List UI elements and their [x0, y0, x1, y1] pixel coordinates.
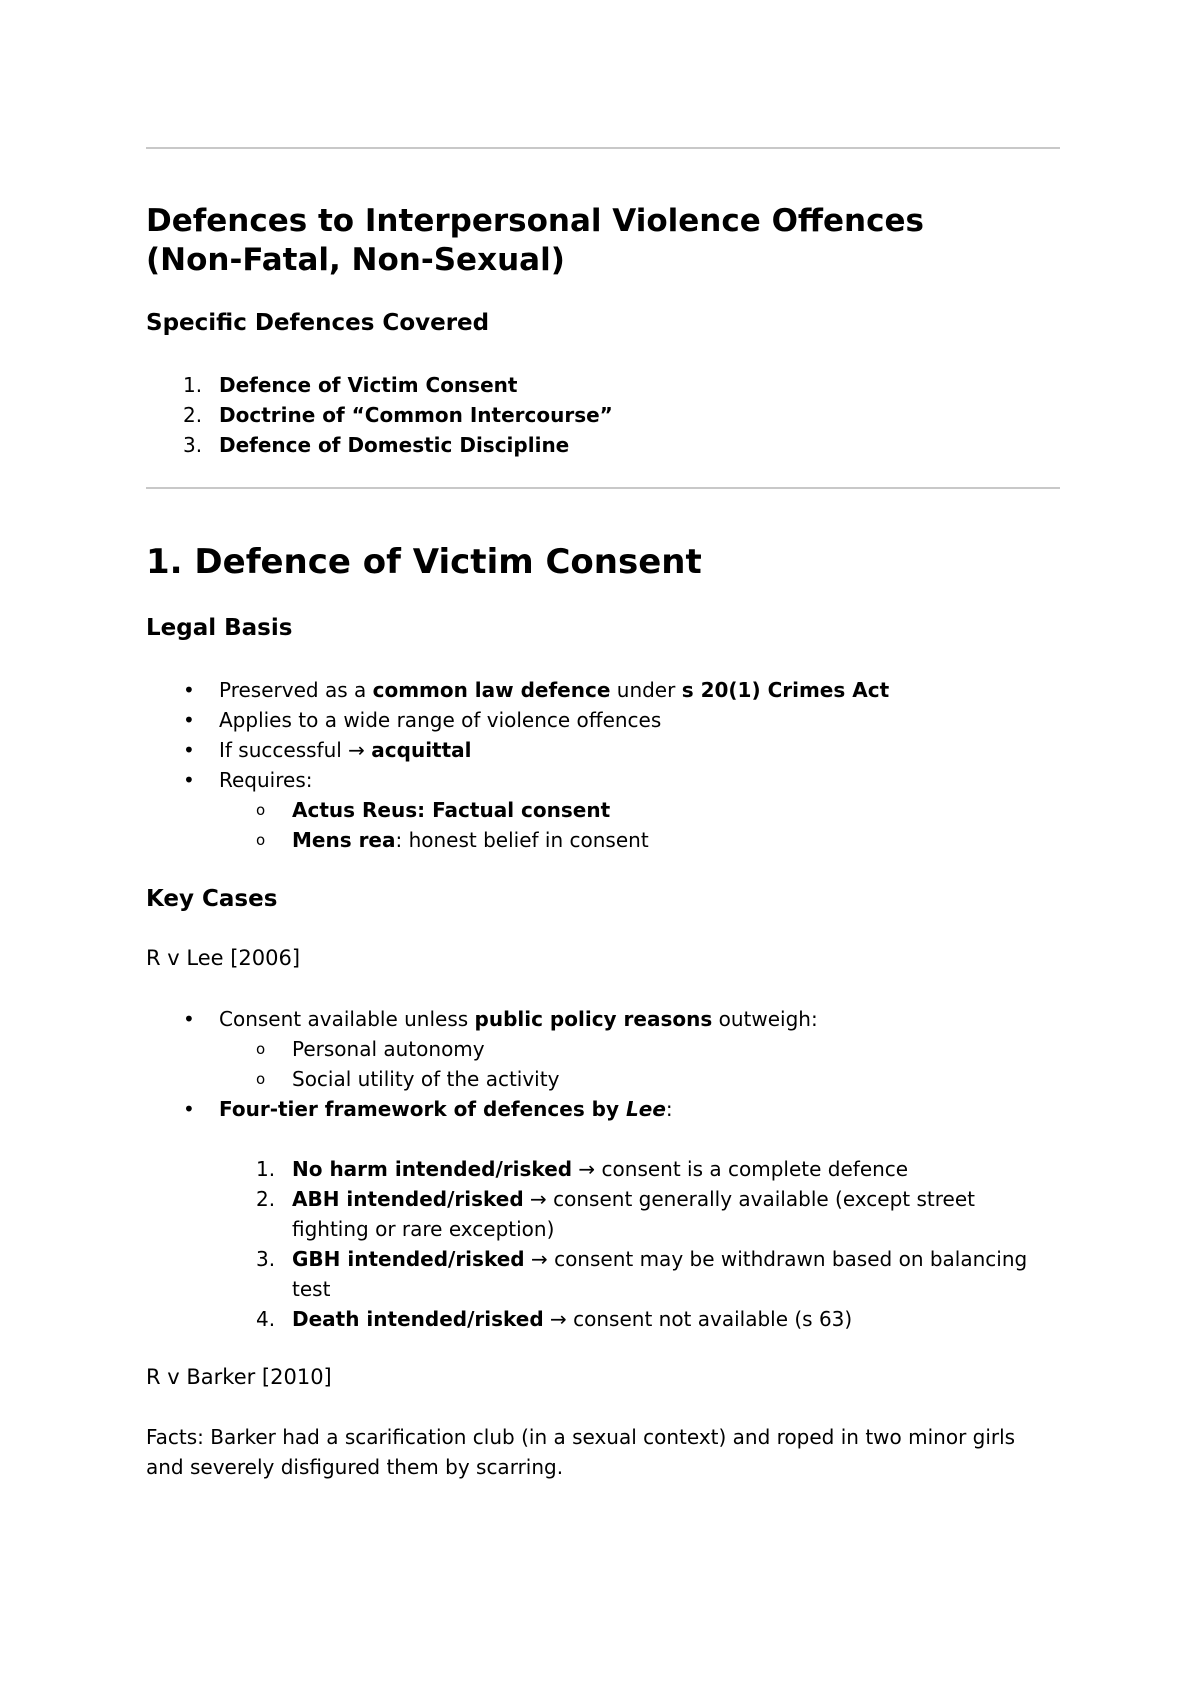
- text-segment: If successful →: [219, 738, 372, 762]
- bold-segment: GBH intended/risked: [292, 1247, 525, 1271]
- barker-facts: Facts: Barker had a scarification club (in a sexual context) and roped in two minor girls and severely disfigured them by scarring.: [146, 1425, 1016, 1479]
- bullet-marker: •: [183, 708, 195, 732]
- bold-segment: acquittal: [371, 738, 472, 762]
- bullet-marker: •: [183, 678, 195, 702]
- text-segment: → consent is a complete defence: [572, 1157, 909, 1181]
- list-item-text: Defence of Victim Consent: [219, 373, 518, 397]
- tier-item: [292, 1154, 908, 1184]
- horizontal-rule-top: [146, 147, 1060, 149]
- list-marker: 3.: [183, 433, 203, 457]
- specific-defences-heading: Specific Defences Covered: [146, 310, 490, 336]
- text-segment: Preserved as a: [219, 678, 373, 702]
- bullet-marker: •: [183, 738, 195, 762]
- list-item: [219, 675, 889, 705]
- tier-item: [292, 1184, 1012, 1244]
- text-segment: → consent not available (s 63): [543, 1307, 853, 1331]
- section-1-heading: 1. Defence of Victim Consent: [146, 542, 702, 582]
- text-segment: → consent generally available (except street fighting or rare exception): [292, 1187, 975, 1241]
- key-cases-heading: Key Cases: [146, 886, 278, 912]
- tier-marker: 3.: [256, 1247, 276, 1271]
- bullet-marker: •: [183, 768, 195, 792]
- italic-segment: Lee: [626, 1097, 666, 1121]
- text-segment: under: [610, 678, 682, 702]
- list-item: [219, 735, 472, 765]
- sub-bullet-marker: o: [256, 801, 266, 819]
- bold-segment: common law defence: [372, 678, 611, 702]
- bold-segment: Death intended/risked: [292, 1307, 544, 1331]
- list-item: Requires:: [219, 768, 313, 792]
- bold-segment: Mens rea: [292, 828, 396, 852]
- sub-list-item: Personal autonomy: [292, 1037, 485, 1061]
- list-marker: 1.: [183, 373, 203, 397]
- list-item: Applies to a wide range of violence offences: [219, 708, 662, 732]
- list-item-text: Defence of Domestic Discipline: [219, 433, 570, 457]
- list-item: [219, 1094, 673, 1124]
- list-marker: 2.: [183, 403, 203, 427]
- tier-marker: 1.: [256, 1157, 276, 1181]
- sub-list-item: [292, 795, 610, 825]
- bold-segment: s 20(1) Crimes Act: [681, 678, 890, 702]
- sub-list-item: [292, 825, 649, 855]
- tier-item: [292, 1244, 1064, 1304]
- case-heading-lee: R v Lee [2006]: [146, 946, 301, 970]
- text-segment: : honest belief in consent: [395, 828, 649, 852]
- sub-bullet-marker: o: [256, 1070, 266, 1088]
- bold-segment: public policy reasons: [474, 1007, 713, 1031]
- tier-item: [292, 1304, 852, 1334]
- tier-marker: 4.: [256, 1307, 276, 1331]
- bold-segment: Four-tier framework of defences by: [219, 1097, 627, 1121]
- list-item: [219, 1004, 818, 1034]
- title-line-1: Defences to Interpersonal Violence Offences: [146, 203, 924, 239]
- sub-bullet-marker: o: [256, 1040, 266, 1058]
- bullet-marker: •: [183, 1097, 195, 1121]
- horizontal-rule-middle: [146, 487, 1060, 489]
- case-heading-barker: R v Barker [2010]: [146, 1365, 332, 1389]
- text-segment: Consent available unless: [219, 1007, 475, 1031]
- list-item-text: Doctrine of “Common Intercourse”: [219, 403, 613, 427]
- text-segment: outweigh:: [712, 1007, 818, 1031]
- sub-list-item: Social utility of the activity: [292, 1067, 560, 1091]
- text-segment: → consent may be withdrawn based on balancing test: [292, 1247, 1028, 1301]
- legal-basis-heading: Legal Basis: [146, 615, 293, 641]
- bold-segment: No harm intended/risked: [292, 1157, 573, 1181]
- text-segment: :: [665, 1097, 673, 1121]
- title-line-2: (Non-Fatal, Non-Sexual): [146, 242, 565, 278]
- bullet-marker: •: [183, 1007, 195, 1031]
- sub-bullet-marker: o: [256, 831, 266, 849]
- bold-segment: ABH intended/risked: [292, 1187, 524, 1211]
- tier-marker: 2.: [256, 1187, 276, 1211]
- bold-segment: Actus Reus: Factual consent: [292, 798, 611, 822]
- document-title: [146, 202, 1060, 280]
